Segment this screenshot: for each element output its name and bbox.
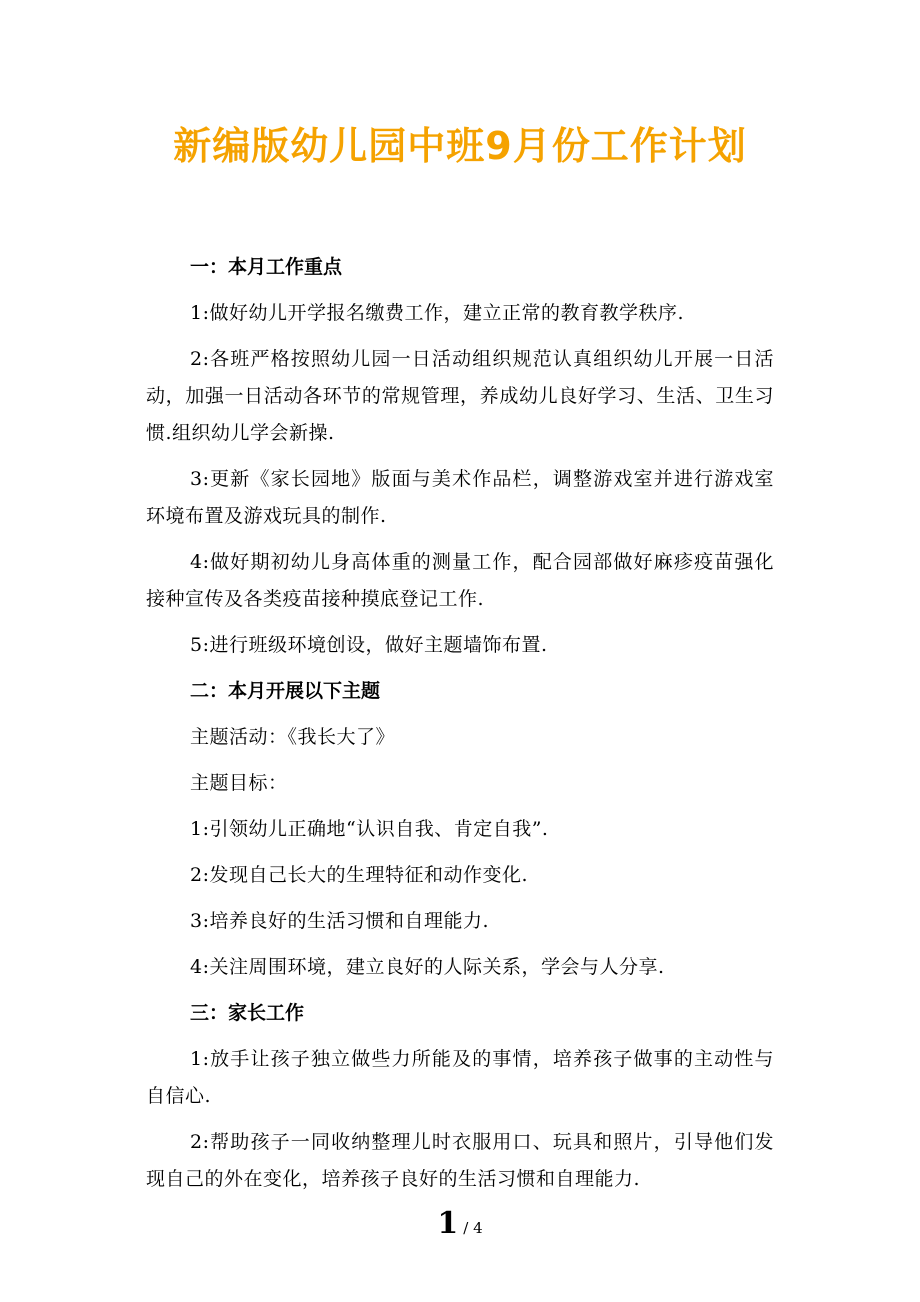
- document-title: 新编版幼儿园中班9月份工作计划: [173, 124, 747, 168]
- paragraph: 主题活动：《我长大了》: [190, 726, 396, 748]
- paragraph: 1:放手让孩子独立做些力所能及的事情，培养孩子做事的主动性与自信心.: [146, 1048, 774, 1107]
- paragraph: 2:帮助孩子一同收纳整理儿时衣服用口、玩具和照片，引导他们发现自己的外在变化，培养孩子良好的生活习惯和自理能力.: [146, 1131, 774, 1190]
- paragraph: 主题目标：: [190, 772, 288, 794]
- section-heading: 三：家长工作: [190, 1002, 305, 1024]
- section-heading: 一：本月工作重点: [190, 256, 343, 278]
- paragraph: 1:引领幼儿正确地“认识自我、肯定自我”.: [190, 818, 549, 840]
- paragraph: 5:进行班级环境创设，做好主题墙饰布置.: [190, 634, 548, 656]
- paragraph: 4:关注周围环境，建立良好的人际关系，学会与人分享.: [190, 956, 665, 978]
- section-parent-work: [146, 995, 774, 1198]
- paragraph: 4:做好期初幼儿身高体重的测量工作，配合园部做好麻疹疫苗强化接种宣传及各类疫苗接种摸底登记工作.: [146, 551, 774, 610]
- current-page-number: 1: [437, 1206, 459, 1241]
- page-number: [0, 1206, 920, 1241]
- paragraph: 3:培养良好的生活习惯和自理能力.: [190, 910, 490, 932]
- document-body: [146, 249, 774, 1207]
- paragraph: 3:更新《家长园地》版面与美术作品栏，调整游戏室并进行游戏室环境布置及游戏玩具的制作.: [146, 468, 774, 527]
- section-heading: 二：本月开展以下主题: [190, 680, 381, 702]
- paragraph: 1:做好幼儿开学报名缴费工作，建立正常的教育教学秩序.: [190, 302, 685, 324]
- section-work-focus: [146, 249, 774, 664]
- section-themes: [146, 673, 774, 986]
- total-pages: / 4: [463, 1219, 483, 1237]
- paragraph: 2:各班严格按照幼儿园一日活动组织规范认真组织幼儿开展一日活动，加强一日活动各环节的常规管理，养成幼儿良好学习、生活、卫生习惯.组织幼儿学会新操.: [146, 348, 774, 444]
- paragraph: 2:发现自己长大的生理特征和动作变化.: [190, 864, 529, 886]
